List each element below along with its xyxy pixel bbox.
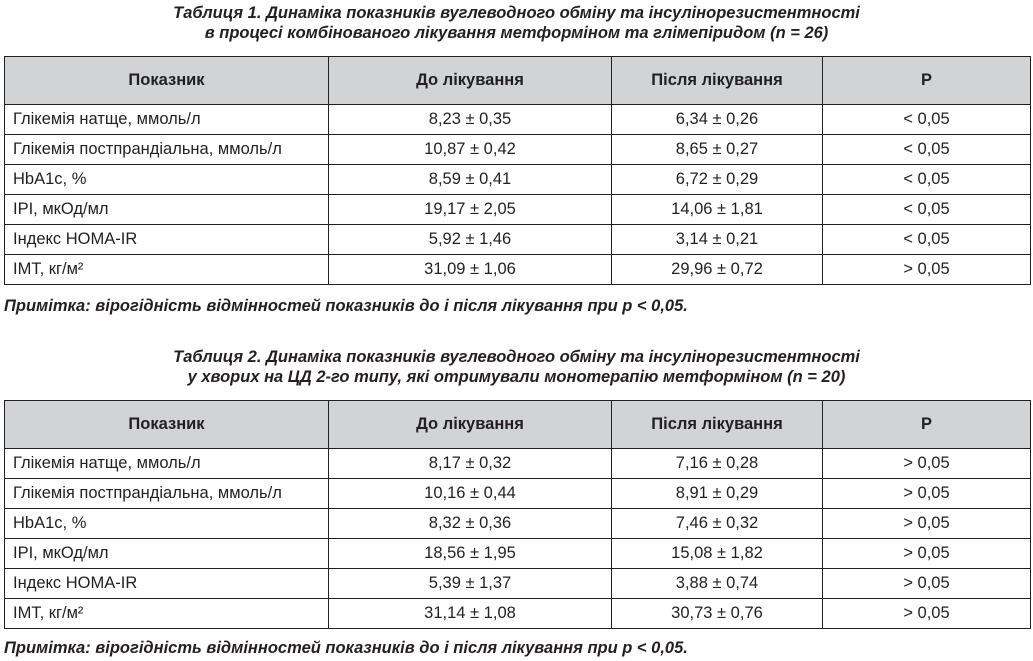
- p-cell: < 0,05: [823, 195, 1031, 225]
- after-cell: 30,73 ± 0,76: [612, 599, 823, 629]
- p-cell: > 0,05: [823, 539, 1031, 569]
- p-cell: > 0,05: [823, 599, 1031, 629]
- table-2-header-row: [5, 401, 1031, 449]
- table-2-caption-line-2: у хворих на ЦД 2-го типу, які отримували монотерапію метформіном (n = 20): [187, 368, 846, 386]
- table-1-header-row: [5, 57, 1031, 105]
- table-row: [5, 195, 1031, 225]
- p-cell: < 0,05: [823, 165, 1031, 195]
- table-row: [5, 225, 1031, 255]
- header-before-treatment: До лікування: [329, 401, 612, 449]
- indicator-cell: HbA1c, %: [5, 509, 329, 539]
- table-2: [4, 400, 1031, 629]
- p-cell: > 0,05: [823, 509, 1031, 539]
- header-indicator: Показник: [5, 57, 329, 105]
- table-row: [5, 255, 1031, 285]
- indicator-cell: HbA1c, %: [5, 165, 329, 195]
- table-2-caption: [0, 347, 1033, 387]
- header-indicator: Показник: [5, 401, 329, 449]
- indicator-cell: Глікемія постпрандіальна, ммоль/л: [5, 135, 329, 165]
- table-1-caption-line-2: в процесі комбінованого лікування метформіном та глімепіридом (n = 26): [204, 24, 829, 42]
- table-row: [5, 479, 1031, 509]
- indicator-cell: Глікемія натще, ммоль/л: [5, 449, 329, 479]
- indicator-cell: Індекс HOMA-IR: [5, 569, 329, 599]
- indicator-cell: Глікемія натще, ммоль/л: [5, 105, 329, 135]
- table-1-caption-line-1: Таблиця 1. Динаміка показників вуглеводного обміну та інсулінорезистентності: [173, 4, 860, 22]
- table-2-caption-line-1: Таблиця 2. Динаміка показників вуглеводного обміну та інсулінорезистентності: [173, 348, 860, 366]
- after-cell: 8,91 ± 0,29: [612, 479, 823, 509]
- header-after-treatment: Після лікування: [612, 57, 823, 105]
- after-cell: 29,96 ± 0,72: [612, 255, 823, 285]
- before-cell: 5,39 ± 1,37: [329, 569, 612, 599]
- after-cell: 8,65 ± 0,27: [612, 135, 823, 165]
- after-cell: 7,16 ± 0,28: [612, 449, 823, 479]
- header-before-treatment: До лікування: [329, 57, 612, 105]
- before-cell: 18,56 ± 1,95: [329, 539, 612, 569]
- indicator-cell: ІМТ, кг/м²: [5, 255, 329, 285]
- before-cell: 5,92 ± 1,46: [329, 225, 612, 255]
- indicator-cell: Індекс HOMA-IR: [5, 225, 329, 255]
- table-1: [4, 56, 1031, 285]
- header-p-value: P: [823, 57, 1031, 105]
- after-cell: 6,34 ± 0,26: [612, 105, 823, 135]
- table-row: [5, 165, 1031, 195]
- before-cell: 10,16 ± 0,44: [329, 479, 612, 509]
- table-row: [5, 569, 1031, 599]
- before-cell: 8,17 ± 0,32: [329, 449, 612, 479]
- before-cell: 8,59 ± 0,41: [329, 165, 612, 195]
- table-row: [5, 509, 1031, 539]
- indicator-cell: ІРІ, мкОд/мл: [5, 539, 329, 569]
- indicator-cell: ІРІ, мкОд/мл: [5, 195, 329, 225]
- after-cell: 6,72 ± 0,29: [612, 165, 823, 195]
- table-1-caption: [0, 3, 1033, 43]
- header-after-treatment: Після лікування: [612, 401, 823, 449]
- table-row: [5, 449, 1031, 479]
- after-cell: 3,88 ± 0,74: [612, 569, 823, 599]
- table-row: [5, 105, 1031, 135]
- p-cell: < 0,05: [823, 135, 1031, 165]
- table-1-note: Примітка: вірогідність відмінностей показників до і після лікування при р < 0,05.: [4, 297, 688, 315]
- p-cell: > 0,05: [823, 479, 1031, 509]
- before-cell: 8,23 ± 0,35: [329, 105, 612, 135]
- before-cell: 8,32 ± 0,36: [329, 509, 612, 539]
- after-cell: 7,46 ± 0,32: [612, 509, 823, 539]
- p-cell: > 0,05: [823, 449, 1031, 479]
- p-cell: > 0,05: [823, 569, 1031, 599]
- header-p-value: P: [823, 401, 1031, 449]
- p-cell: < 0,05: [823, 225, 1031, 255]
- p-cell: < 0,05: [823, 105, 1031, 135]
- table-row: [5, 599, 1031, 629]
- table-row: [5, 135, 1031, 165]
- after-cell: 15,08 ± 1,82: [612, 539, 823, 569]
- p-cell: > 0,05: [823, 255, 1031, 285]
- table-2-note: Примітка: вірогідність відмінностей показників до і після лікування при р < 0,05.: [4, 639, 688, 657]
- before-cell: 19,17 ± 2,05: [329, 195, 612, 225]
- table-row: [5, 539, 1031, 569]
- after-cell: 3,14 ± 0,21: [612, 225, 823, 255]
- before-cell: 31,09 ± 1,06: [329, 255, 612, 285]
- indicator-cell: ІМТ, кг/м²: [5, 599, 329, 629]
- before-cell: 10,87 ± 0,42: [329, 135, 612, 165]
- after-cell: 14,06 ± 1,81: [612, 195, 823, 225]
- before-cell: 31,14 ± 1,08: [329, 599, 612, 629]
- indicator-cell: Глікемія постпрандіальна, ммоль/л: [5, 479, 329, 509]
